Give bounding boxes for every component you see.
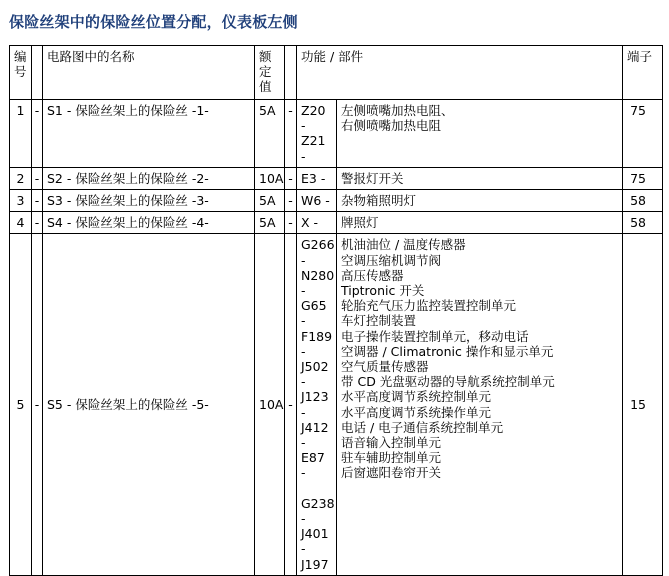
component-code: E3 - [301,170,326,186]
component-code: J412 [301,419,329,435]
fuse-rating: 5A [255,190,285,212]
fuse-name: S1 - 保险丝架上的保险丝 -1- [43,100,255,168]
function-line: 电子操作装置控制单元，移动电话 [341,328,529,344]
component-code: - [301,435,306,451]
separator-dash: - [285,234,297,575]
function-line: 驻车辅助控制单元 [341,450,442,466]
separator-dash: - [32,190,43,212]
function-line: 车灯控制装置 [341,313,417,329]
function-line: Tiptronic 开关 [341,283,425,299]
terminal-value: 58 [623,212,663,234]
component-code: G65 [301,298,327,314]
separator-dash: - [285,190,297,212]
component-code: - [301,343,306,359]
fuse-name: S2 - 保险丝架上的保险丝 -2- [43,167,255,189]
component-code: Z20 - [301,103,326,134]
function-description [337,190,623,212]
function-line: 空调压缩机调节阀 [341,252,442,268]
header-terminal: 端子 [623,46,663,100]
header-function: 功能 / 部件 [297,46,623,100]
table-header-row [10,46,663,100]
function-line: 电话 / 电子通信系统控制单元 [341,419,504,435]
fuse-number: 1 [10,100,32,168]
component-code: X - [301,215,319,231]
terminal-value: 75 [623,100,663,168]
component-code: F189 [301,328,333,344]
terminal-value: 15 [623,234,663,575]
table-row [10,190,663,212]
component-code: J401 [301,526,329,542]
function-description [337,234,623,575]
separator-dash: - [32,234,43,575]
fuse-table [9,45,663,576]
function-description [337,100,623,168]
component-code: N280 [301,267,335,283]
function-line: 水平高度调节系统操作单元 [341,404,492,420]
function-line: 带 CD 光盘驱动器的导航系统控制单元 [341,374,555,390]
function-line: 右侧喷嘴加热电阻 [341,118,442,134]
component-code: W6 - [301,193,330,209]
function-line: 机油油位 / 温度传感器 [341,237,466,253]
separator-dash: - [285,100,297,168]
function-line: 高压传感器 [341,267,404,283]
component-code: - [301,374,306,390]
function-line: 空气质量传感器 [341,359,429,375]
function-line: 语音输入控制单元 [341,435,442,451]
component-code: G266 [301,237,335,253]
page-title: 保险丝架中的保险丝位置分配，仪表板左侧 [9,13,298,31]
function-description [337,167,623,189]
table-body [10,100,663,576]
separator-dash: - [285,212,297,234]
header-dash2 [285,46,297,100]
fuse-rating: 5A [255,100,285,168]
component-codes [297,167,337,189]
component-code: - [301,252,306,268]
header-rating: 额定值 [255,46,285,100]
function-line: 左侧喷嘴加热电阻、 [341,103,454,118]
fuse-name: S4 - 保险丝架上的保险丝 -4- [43,212,255,234]
component-code: - [301,283,306,299]
fuse-number: 3 [10,190,32,212]
header-dash [32,46,43,100]
function-line: 后窗遮阳卷帘开关 [341,465,442,481]
component-codes [297,100,337,168]
terminal-value: 75 [623,167,663,189]
component-code: J197 [301,556,329,572]
component-code: J123 [301,389,329,405]
fuse-number: 2 [10,167,32,189]
header-num: 编号 [10,46,32,100]
function-description [337,212,623,234]
separator-dash: - [285,167,297,189]
component-code: - [301,404,306,420]
function-line: 警报灯开关 [341,170,404,186]
function-line: 轮胎充气压力监控装置控制单元 [341,298,517,314]
component-code: J502 [301,359,329,375]
fuse-rating: 10A [255,167,285,189]
component-code: E87 - [301,450,325,481]
table-row [10,234,663,575]
component-code: G238 [301,495,335,511]
function-line: 水平高度调节系统控制单元 [341,389,492,405]
fuse-rating: 5A [255,212,285,234]
component-code: - [301,541,306,557]
fuse-rating: 10A [255,234,285,575]
terminal-value: 58 [623,190,663,212]
table-row [10,167,663,189]
header-name: 电路图中的名称 [43,46,255,100]
component-code: Z21 - [301,133,326,164]
component-codes [297,234,337,575]
component-code: - [301,511,306,527]
function-line: 杂物箱照明灯 [341,193,417,209]
component-code: - [301,313,306,329]
table-row [10,100,663,168]
fuse-number: 5 [10,234,32,575]
function-line: 空调器 / Climatronic 操作和显示单元 [341,343,554,359]
fuse-name: S3 - 保险丝架上的保险丝 -3- [43,190,255,212]
fuse-name: S5 - 保险丝架上的保险丝 -5- [43,234,255,575]
component-codes [297,212,337,234]
component-codes [297,190,337,212]
function-line: 牌照灯 [341,215,379,231]
fuse-number: 4 [10,212,32,234]
component-code [301,481,332,496]
separator-dash: - [32,167,43,189]
separator-dash: - [32,100,43,168]
separator-dash: - [32,212,43,234]
table-row [10,212,663,234]
